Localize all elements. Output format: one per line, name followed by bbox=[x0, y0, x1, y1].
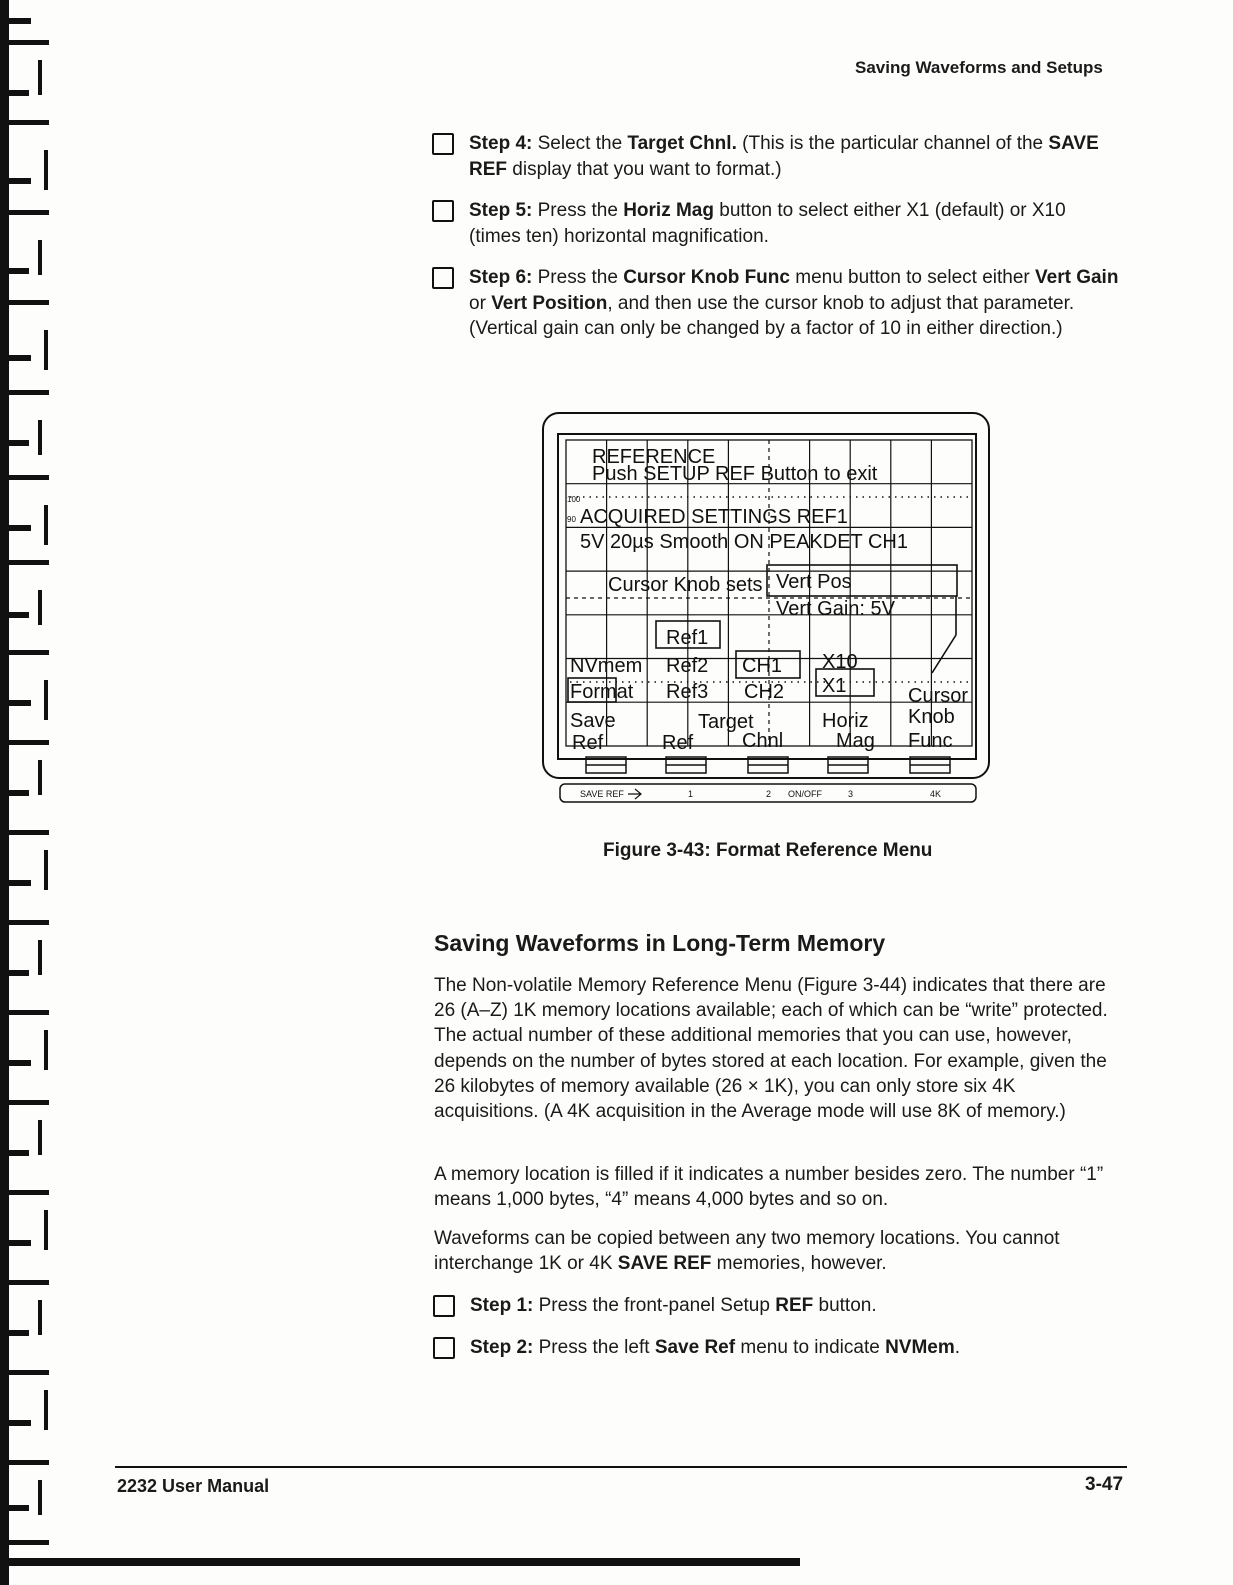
figure-caption: Figure 3-43: Format Reference Menu bbox=[603, 840, 933, 861]
x10-option: X10 bbox=[822, 651, 858, 673]
step-5: Step 5: Press the Horiz Mag button to select either X1 (default) or X10 (times ten) horizontal magnification. bbox=[432, 198, 1122, 249]
ref1-option: Ref1 bbox=[666, 627, 709, 649]
vert-gain-readout: Vert Gain: 5V bbox=[776, 598, 895, 620]
footer-rule bbox=[115, 1466, 1127, 1468]
cursor-label: Cursor bbox=[908, 685, 969, 707]
target-label: Target bbox=[698, 711, 754, 733]
arrow-icon bbox=[628, 789, 641, 799]
page-number: 3-47 bbox=[1085, 1474, 1124, 1495]
vert-pos-option: Vert Pos bbox=[776, 571, 852, 593]
paragraph-copy-waveforms: Waveforms can be copied between any two memory locations. You cannot interchange 1K or 4K SAVE REF memories, however. bbox=[434, 1228, 1060, 1275]
checkbox-icon bbox=[432, 200, 454, 222]
binding-edge-marks bbox=[0, 0, 62, 1585]
ch1-option: CH1 bbox=[742, 655, 783, 677]
nvmem-option: NVmem bbox=[570, 655, 643, 677]
footer-manual-title: 2232 User Manual bbox=[117, 1476, 270, 1496]
running-header: Saving Waveforms and Setups bbox=[855, 58, 1103, 77]
format-reference-menu-figure bbox=[540, 410, 992, 805]
section-heading: Saving Waveforms in Long-Term Memory bbox=[434, 930, 886, 956]
bottom-scan-rule bbox=[0, 1558, 800, 1566]
bezel-4k: 4K bbox=[930, 789, 942, 799]
settings-values: 5V 20µs Smooth ON PEAKDET CH1 bbox=[580, 531, 908, 553]
paragraph-memory-filled: A memory location is filled if it indicates a number besides zero. The number “1” means 1,000 bytes, “4” means 4,000 bytes and so on. bbox=[434, 1164, 1104, 1211]
horiz-label: Horiz bbox=[822, 710, 869, 732]
bezel-1: 1 bbox=[688, 789, 694, 799]
checkbox-icon bbox=[433, 1295, 455, 1317]
checkbox-icon bbox=[433, 1337, 455, 1359]
bezel-save-ref: SAVE REF bbox=[580, 789, 624, 799]
bezel-2: 2 bbox=[766, 789, 772, 799]
scale-90: 90 bbox=[567, 515, 576, 524]
checkbox-icon bbox=[432, 267, 454, 289]
paragraph-nv-memory: The Non-volatile Memory Reference Menu (Figure 3-44) indicates that there are 26 (A–Z) 1K memory locations available; each of which can be “write” protected. The actual number of these additional memories that you can use, however, depends on the number of bytes stored at each location. For example, given the 26 kilobytes of memory available (26 × 1K), you can only store six 4K acquisitions. (A 4K acquisition in the Average mode will use 8K of memory.) bbox=[434, 975, 1108, 1123]
ref3-option: Ref3 bbox=[666, 681, 709, 703]
acquired-settings: ACQUIRED SETTINGS REF1 bbox=[580, 506, 848, 528]
cursor-knob-sets: Cursor Knob sets bbox=[608, 574, 763, 596]
format-option: Format bbox=[570, 681, 634, 703]
bezel-onoff: ON/OFF bbox=[788, 789, 822, 799]
screen-title: REFERENCE bbox=[592, 446, 716, 468]
screen-exit-hint: Push SETUP REF Button to exit bbox=[592, 463, 878, 485]
step-1: Step 1: Press the front-panel Setup REF button. bbox=[433, 1293, 1123, 1319]
step-6: Step 6: Press the Cursor Knob Func menu button to select either Vert Gain or Vert Position, and then use the cursor knob to adjust that parameter. (Vertical gain can only be changed by a factor of 10 in either direction.) bbox=[432, 265, 1122, 342]
checkbox-icon bbox=[432, 133, 454, 155]
save-ref-label: Ref bbox=[572, 732, 604, 754]
scope-screen-drawing bbox=[540, 410, 992, 805]
ref2-option: Ref2 bbox=[666, 655, 709, 677]
target-ref-label: Ref bbox=[662, 732, 694, 754]
scale-100: 100 bbox=[567, 495, 581, 504]
knob-label: Knob bbox=[908, 706, 955, 728]
x1-option: X1 bbox=[822, 675, 847, 697]
func-label: Func bbox=[908, 730, 953, 752]
chnl-label: Chnl bbox=[742, 730, 784, 752]
step-4: Step 4: Select the Target Chnl. (This is the particular channel of the SAVE REF display that you want to format.) bbox=[432, 131, 1122, 182]
mag-label: Mag bbox=[836, 730, 875, 752]
save-label: Save bbox=[570, 710, 616, 732]
step-2: Step 2: Press the left Save Ref menu to indicate NVMem. bbox=[433, 1335, 1123, 1361]
bezel-3: 3 bbox=[848, 789, 854, 799]
ch2-option: CH2 bbox=[744, 681, 785, 703]
